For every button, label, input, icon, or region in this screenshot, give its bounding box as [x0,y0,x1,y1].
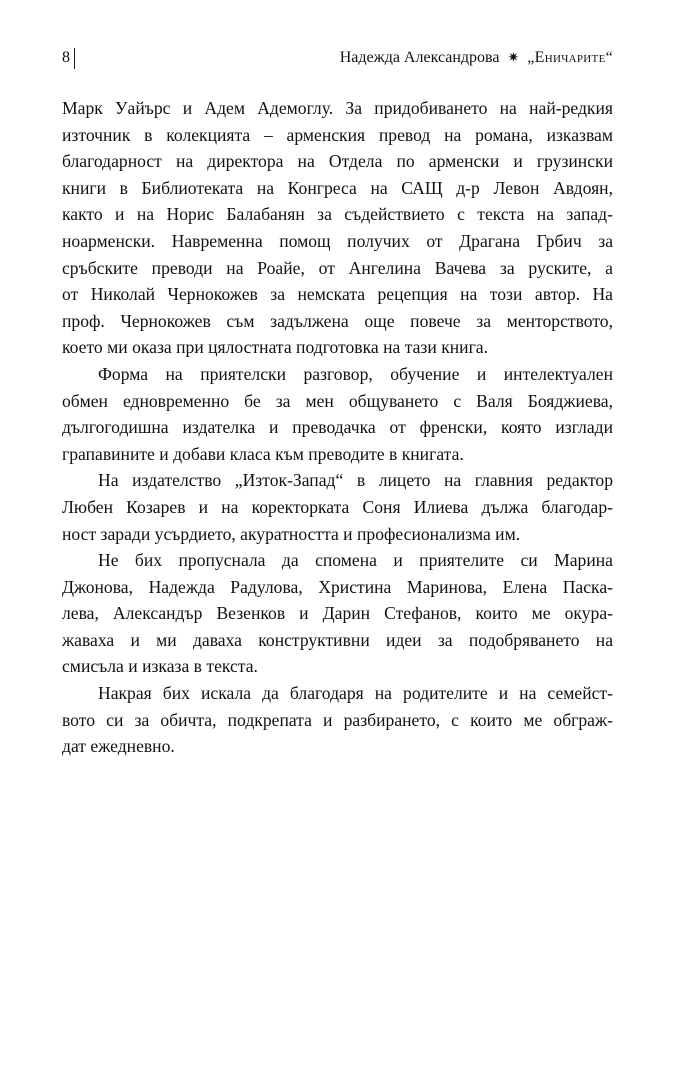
text-line: дат ежедневно. [62,736,175,757]
book-title: „Еничарите“ [527,49,613,66]
text-line: вото си за обичта, подкрепата и разбирането, с които ме обграж- [62,709,613,730]
paragraph-2 [62,361,613,467]
text-line: сръбските преводи на Роайе, от Ангелина Вачева за руските, а [62,257,613,278]
text-line: източник в колекцията – арменския превод на романа, изказвам [62,124,613,145]
text-line: книги в Библиотеката на Конгреса на САЩ д-р Левон Авдоян, [62,177,613,198]
text-line: ност заради усърдието, акуратността и професионализма им. [62,523,521,544]
text-line: проф. Чернокожев съм задължена още повече за менторството, [62,310,613,331]
text-line: обмен едновременно бе за мен общуването с Валя Бояджиева, [62,390,613,411]
paragraph-1 [62,95,613,361]
text-line: Не бих пропуснала да спомена и приятелите си Марина [98,550,613,571]
page-number: 8 [62,49,70,66]
text-line: ноарменски. Навременна помощ получих от Драгана Грбич за [62,230,613,251]
author-name: Надежда Александрова [339,49,500,66]
text-line: лева, Александър Везенков и Дарин Стефанов, които ме окура- [62,603,613,624]
text-line: Форма на приятелски разговор, обучение и интелектуален [98,363,613,384]
text-line: което ми оказа при цялостната подготовка на тази книга. [62,337,488,358]
text-line: както и на Норис Балабанян за съдействието с текста на запад- [62,204,613,225]
paragraph-4 [62,547,613,680]
text-line: Любен Козарев и на коректорката Соня Илиева дължа благодар- [62,496,613,517]
text-line: дългогодишна издателка и преводачка от френски, която изглади [62,417,613,438]
paragraph-3 [62,467,613,547]
text-line: жаваха и ми даваха конструктивни идеи за подобряването на [62,629,613,650]
header-divider [74,48,75,69]
text-line: от Николай Чернокожев за немската рецепция на този автор. На [62,284,613,305]
running-header [62,46,613,70]
running-title [340,46,613,71]
text-line: благодарност на директора на Отдела по арменски и грузински [62,151,613,172]
text-line: Накрая бих искала да благодаря на родителите и на семейст- [98,683,613,704]
star-separator-icon: ✷ [507,51,520,66]
text-line: На издателство „Изток-Запад“ в лицето на главния редактор [98,470,613,491]
paragraph-5 [62,680,613,760]
text-line: Марк Уайърс и Адем Адемоглу. За придобиването на най-редкия [62,98,613,118]
text-line: смисъла и изказа в текста. [62,656,258,677]
text-line: Джонова, Надежда Радулова, Христина Маринова, Елена Паска- [62,576,613,597]
body-text [62,95,613,760]
text-line: грапавините и добави класа към преводите в книгата. [62,443,464,464]
